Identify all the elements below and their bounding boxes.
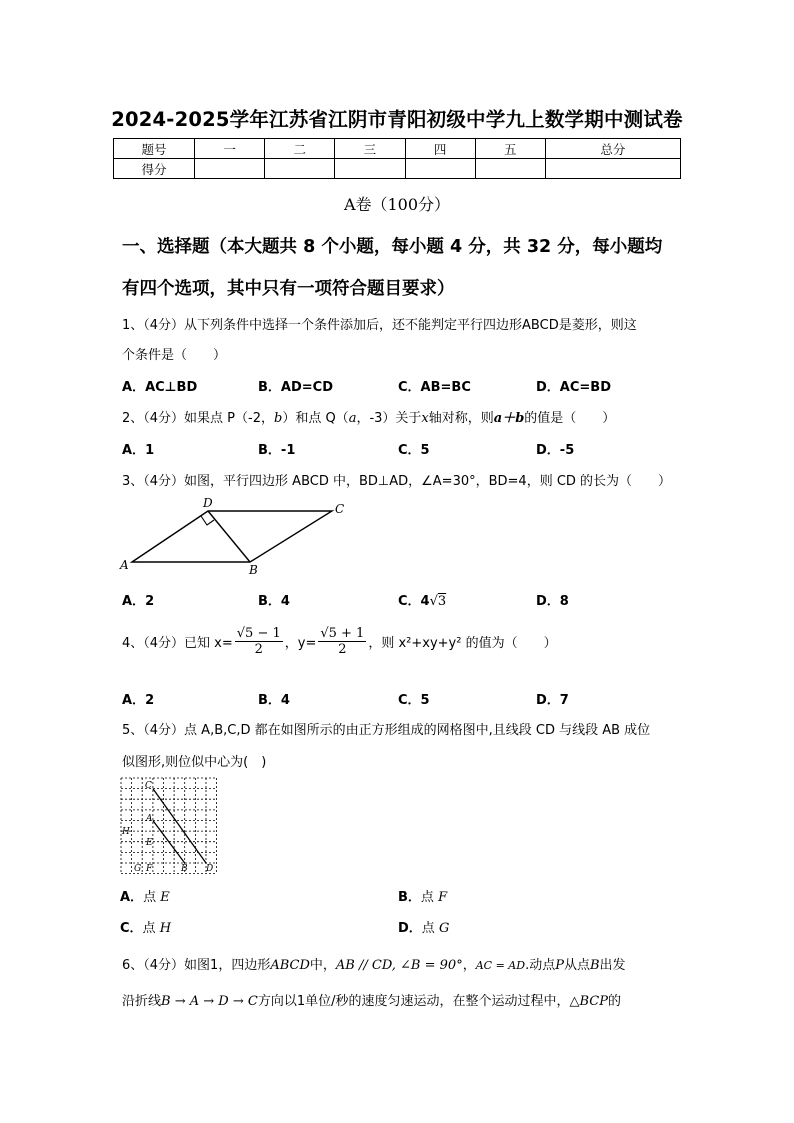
grid-label-a: A: [146, 814, 153, 824]
label-d: D: [203, 496, 213, 510]
q3-option-b: B．4: [258, 594, 290, 609]
q6-line2: 沿折线B → A → D → C方向以1单位/秒的速度匀速运动，在整个运动过程中，△BCP的: [122, 994, 622, 1009]
q2-option-c: C．5: [398, 443, 430, 458]
fraction-x: $\frac{√5 - 1}{2}$: [236, 626, 281, 657]
grid-label-f: F: [146, 864, 153, 874]
q2-stem: 2、（4分）如果点 P（-2，b）和点 Q（a，-3）关于x轴对称，则a＋b的值是（ ）: [122, 411, 616, 426]
score-table-header-row: [114, 139, 681, 159]
q5-grid-figure: [120, 777, 218, 875]
q1-line1: 1、（4分）从下列条件中选择一个条件添加后，还不能判定平行四边形ABCD是菱形，则这: [122, 318, 637, 333]
label-b: B: [249, 563, 258, 576]
q4-option-b: B．4: [258, 693, 290, 708]
fraction-y: $\frac{√5 + 1}{2}$: [320, 626, 365, 657]
segment-cd: [153, 789, 206, 863]
q4-option-d: D．7: [536, 693, 569, 708]
score-input-cell: [405, 159, 475, 179]
score-input-cell: [475, 159, 545, 179]
grid-label-c: C: [145, 781, 152, 791]
q3-option-c: C．4√3: [398, 594, 447, 609]
section-a-heading: A卷（100分）: [343, 195, 451, 214]
score-header-cell: 五: [475, 139, 545, 159]
q1-option-c: C．AB=BC: [398, 380, 471, 395]
q5-option-b: B．点 F: [398, 890, 448, 905]
grid-label-h: H: [122, 827, 130, 837]
score-row-label: 得分: [114, 159, 195, 179]
q2-option-d: D．-5: [536, 443, 575, 458]
score-input-cell: [195, 159, 265, 179]
diagonal-bd: [208, 511, 250, 562]
q1-option-d: D．AC=BD: [536, 380, 611, 395]
section1-line2: 有四个选项，其中只有一项符合题目要求）: [122, 279, 455, 299]
q2-option-b: B．-1: [258, 443, 296, 458]
exam-title: 2024-2025学年江苏省江阴市青阳初级中学九上数学期中测试卷: [111, 108, 683, 131]
label-a: A: [120, 558, 129, 572]
q5-option-c: C．点 H: [120, 921, 172, 936]
q5-option-a: A．点 E: [120, 890, 170, 905]
q3-stem: 3、（4分）如图，平行四边形 ABCD 中，BD⊥AD，∠A=30°，BD=4，则 CD 的长为（ ）: [122, 474, 672, 489]
q5-line2: 似图形,则位似中心为( ): [122, 755, 267, 770]
score-table-score-row: [114, 159, 681, 179]
q5-option-d: D．点 G: [398, 921, 450, 936]
score-header-cell: 四: [405, 139, 475, 159]
right-angle-mark: [201, 516, 214, 525]
q3-option-d: D．8: [536, 594, 569, 609]
score-header-cell: 题号: [114, 139, 195, 159]
q4-stem: 4、（4分）已知 x= $\frac{√5 - 1}{2}$ ，y= $\frac{√5 + 1}{2}$ ，则 x²+xy+y² 的值为（ ）: [122, 626, 557, 657]
q5-line1: 5、（4分）点 A,B,C,D 都在如图所示的由正方形组成的网格图中,且线段 CD 与线段 AB 成位: [122, 723, 651, 738]
q1-line2: 个条件是（ ）: [122, 348, 227, 363]
score-header-cell: 总分: [545, 139, 680, 159]
q4-option-c: C．5: [398, 693, 430, 708]
q3-parallelogram-figure: [116, 496, 356, 576]
q6-line1: 6、（4分）如图1，四边形ABCD中，AB // CD, ∠B = 90°，AC = AD.动点P从点B出发: [122, 958, 626, 973]
score-input-cell: [335, 159, 405, 179]
grid-lines: [121, 778, 217, 874]
q1-option-a: A．AC⊥BD: [122, 380, 198, 395]
q3-option-a: A．2: [122, 594, 155, 609]
q4-option-a: A．2: [122, 693, 155, 708]
score-header-cell: 三: [335, 139, 405, 159]
section1-line1: 一、选择题（本大题共 8 个小题，每小题 4 分，共 32 分，每小题均: [122, 237, 663, 257]
score-header-cell: 二: [265, 139, 335, 159]
grid-label-e: E: [146, 838, 153, 848]
score-input-cell: [265, 159, 335, 179]
label-c: C: [335, 502, 345, 516]
score-header-cell: 一: [195, 139, 265, 159]
q1-option-b: B．AD=CD: [258, 380, 333, 395]
grid-label-g: G: [134, 864, 142, 874]
grid-label-b: B: [181, 864, 188, 874]
grid-label-d: D: [206, 864, 214, 874]
parallelogram-abcd: [132, 511, 332, 562]
q2-option-a: A．1: [122, 443, 155, 458]
score-input-cell: [545, 159, 680, 179]
score-table: [113, 138, 681, 179]
